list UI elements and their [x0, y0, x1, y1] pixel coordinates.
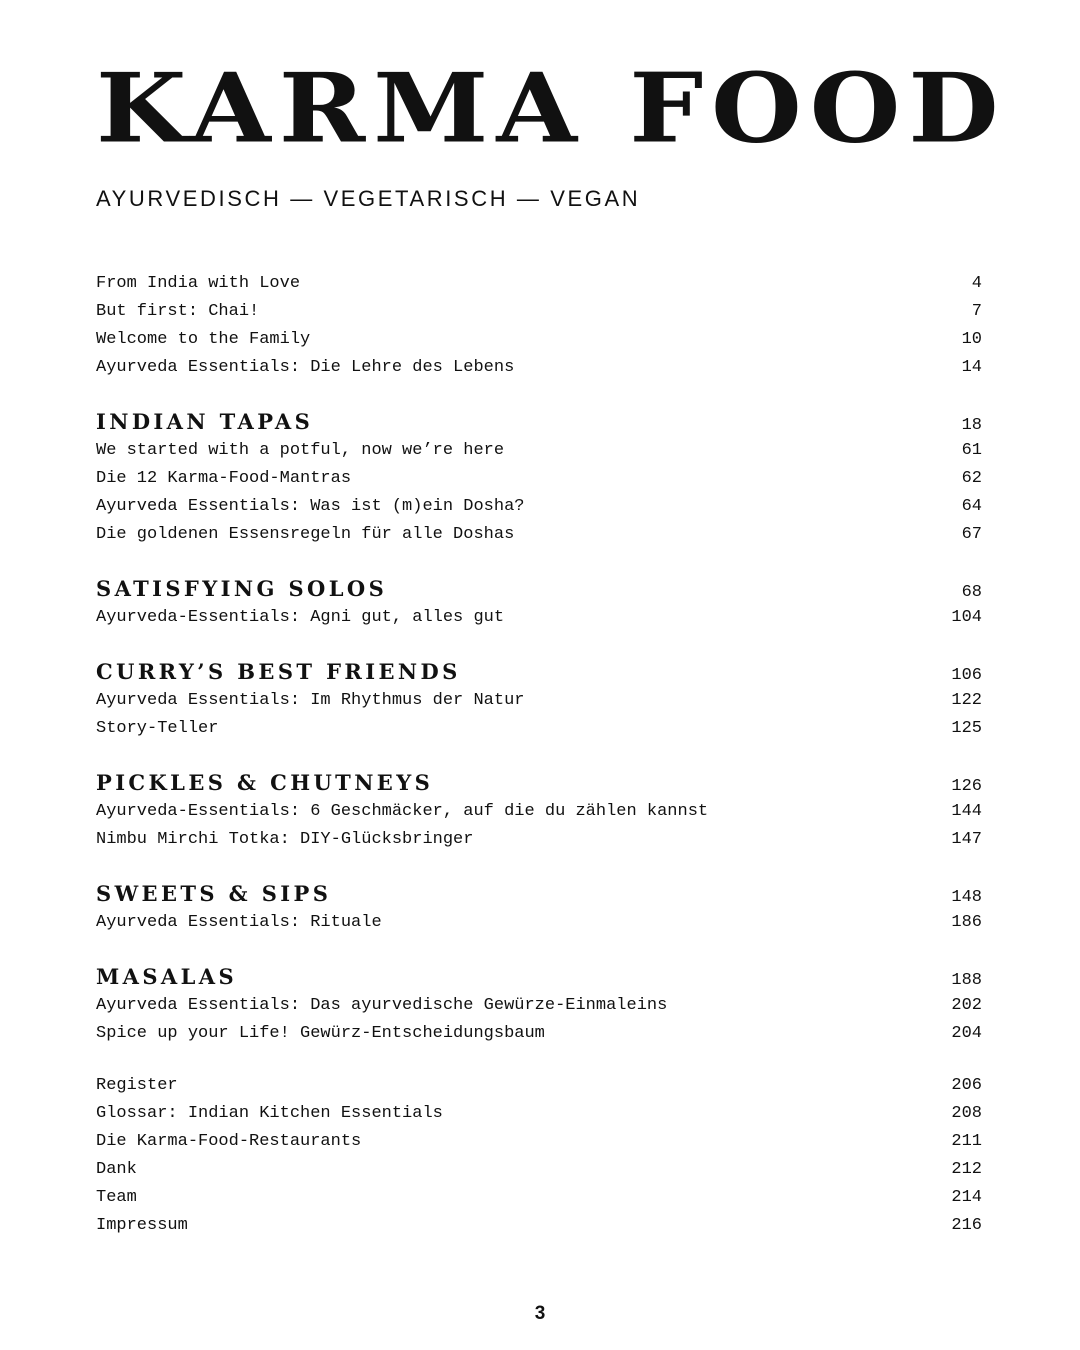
toc-group-appendix — [96, 1072, 982, 1240]
toc-entry-page: 122 — [951, 691, 982, 710]
toc-entry-page: 206 — [951, 1076, 982, 1095]
toc-group-pickles-chutneys — [96, 767, 982, 854]
toc-entry[interactable] — [96, 992, 982, 1020]
table-of-contents — [96, 270, 982, 1240]
toc-entry[interactable] — [96, 909, 982, 937]
toc-entry[interactable] — [96, 1184, 982, 1212]
toc-entry-page: 61 — [961, 441, 982, 460]
toc-entry-page: 104 — [951, 608, 982, 627]
toc-entry-title: Impressum — [96, 1216, 188, 1235]
toc-section-page: 188 — [951, 971, 982, 990]
toc-entry-page: 64 — [961, 497, 982, 516]
toc-entry[interactable] — [96, 326, 982, 354]
toc-section-page: 148 — [951, 888, 982, 907]
toc-entry[interactable] — [96, 1128, 982, 1156]
toc-entry[interactable] — [96, 521, 982, 549]
toc-entry-title: Ayurveda Essentials: Das ayurvedische Gewürze-Einmaleins — [96, 996, 668, 1015]
toc-entry[interactable] — [96, 826, 982, 854]
toc-section-page: 18 — [961, 416, 982, 435]
toc-entry[interactable] — [96, 798, 982, 826]
toc-section-page: 68 — [961, 583, 982, 602]
toc-section-page: 126 — [951, 777, 982, 796]
toc-entry-title: Ayurveda Essentials: Im Rhythmus der Natur — [96, 691, 525, 710]
toc-entry-title: Ayurveda-Essentials: 6 Geschmäcker, auf die du zählen kannst — [96, 802, 709, 821]
toc-entry[interactable] — [96, 465, 982, 493]
toc-entry[interactable] — [96, 1156, 982, 1184]
toc-group-indian-tapas — [96, 406, 982, 549]
toc-section-heading[interactable] — [96, 573, 982, 604]
toc-entry-title: Dank — [96, 1160, 137, 1179]
toc-entry-page: 212 — [951, 1160, 982, 1179]
toc-entry-page: 202 — [951, 996, 982, 1015]
toc-entry[interactable] — [96, 715, 982, 743]
toc-group-currys-best-friends — [96, 656, 982, 743]
toc-entry-title: Spice up your Life! Gewürz-Entscheidungsbaum — [96, 1024, 545, 1043]
toc-entry-page: 211 — [951, 1132, 982, 1151]
toc-entry-title: Ayurveda Essentials: Die Lehre des Lebens — [96, 358, 515, 377]
toc-entry-page: 4 — [971, 274, 982, 293]
toc-entry-page: 62 — [961, 469, 982, 488]
toc-entry-page: 214 — [951, 1188, 982, 1207]
toc-entry[interactable] — [96, 1212, 982, 1240]
toc-entry-page: 216 — [951, 1216, 982, 1235]
toc-entry[interactable] — [96, 687, 982, 715]
toc-entry[interactable] — [96, 1072, 982, 1100]
toc-section-title: INDIAN TAPAS — [96, 409, 314, 434]
toc-section-title: MASALAS — [96, 964, 238, 989]
toc-entry[interactable] — [96, 493, 982, 521]
toc-entry-title: We started with a potful, now we’re here — [96, 441, 505, 460]
book-subtitle: AYURVEDISCH — VEGETARISCH — VEGAN — [96, 186, 641, 211]
toc-entry-page: 186 — [951, 913, 982, 932]
toc-entry-page: 204 — [951, 1024, 982, 1043]
toc-entry-title: Nimbu Mirchi Totka: DIY-Glücksbringer — [96, 830, 474, 849]
toc-entry-title: Ayurveda Essentials: Was ist (m)ein Dosha? — [96, 497, 525, 516]
toc-entry-page: 144 — [951, 802, 982, 821]
toc-section-title: SATISFYING SOLOS — [96, 576, 388, 601]
book-title: KARMA FOOD — [96, 51, 1007, 165]
toc-entry[interactable] — [96, 604, 982, 632]
toc-entry-title: Team — [96, 1188, 137, 1207]
toc-entry-title: Glossar: Indian Kitchen Essentials — [96, 1104, 443, 1123]
toc-entry[interactable] — [96, 270, 982, 298]
toc-group-intro — [96, 270, 982, 382]
toc-entry-page: 67 — [961, 525, 982, 544]
toc-entry-title: From India with Love — [96, 274, 301, 293]
toc-entry[interactable] — [96, 354, 982, 382]
toc-entry-title: Story-Teller — [96, 719, 219, 738]
toc-entry-page: 208 — [951, 1104, 982, 1123]
toc-entry-title: Ayurveda Essentials: Rituale — [96, 913, 382, 932]
toc-entry-page: 125 — [951, 719, 982, 738]
toc-section-page: 106 — [951, 666, 982, 685]
toc-page — [96, 0, 1007, 1350]
toc-entry[interactable] — [96, 1100, 982, 1128]
toc-group-satisfying-solos — [96, 573, 982, 632]
toc-entry-page: 14 — [961, 358, 982, 377]
toc-entry-title: Die 12 Karma-Food-Mantras — [96, 469, 352, 488]
page-number: 3 — [534, 1303, 546, 1324]
toc-entry-title: But first: Chai! — [96, 302, 260, 321]
toc-entry[interactable] — [96, 437, 982, 465]
toc-section-title: CURRY’S BEST FRIENDS — [96, 659, 461, 684]
toc-entry-page: 7 — [971, 302, 982, 321]
toc-group-masalas — [96, 961, 982, 1048]
toc-entry-title: Die goldenen Essensregeln für alle Doshas — [96, 525, 515, 544]
toc-entry[interactable] — [96, 298, 982, 326]
toc-section-heading[interactable] — [96, 878, 982, 909]
toc-section-heading[interactable] — [96, 767, 982, 798]
toc-section-heading[interactable] — [96, 656, 982, 687]
toc-group-sweets-sips — [96, 878, 982, 937]
toc-section-heading[interactable] — [96, 406, 982, 437]
toc-entry-title: Register — [96, 1076, 178, 1095]
toc-entry[interactable] — [96, 1020, 982, 1048]
toc-entry-title: Ayurveda-Essentials: Agni gut, alles gut — [96, 608, 505, 627]
toc-entry-title: Welcome to the Family — [96, 330, 311, 349]
toc-entry-page: 10 — [961, 330, 982, 349]
toc-section-heading[interactable] — [96, 961, 982, 992]
toc-entry-title: Die Karma-Food-Restaurants — [96, 1132, 362, 1151]
toc-section-title: PICKLES & CHUTNEYS — [96, 770, 434, 795]
toc-entry-page: 147 — [951, 830, 982, 849]
toc-section-title: SWEETS & SIPS — [96, 881, 332, 906]
